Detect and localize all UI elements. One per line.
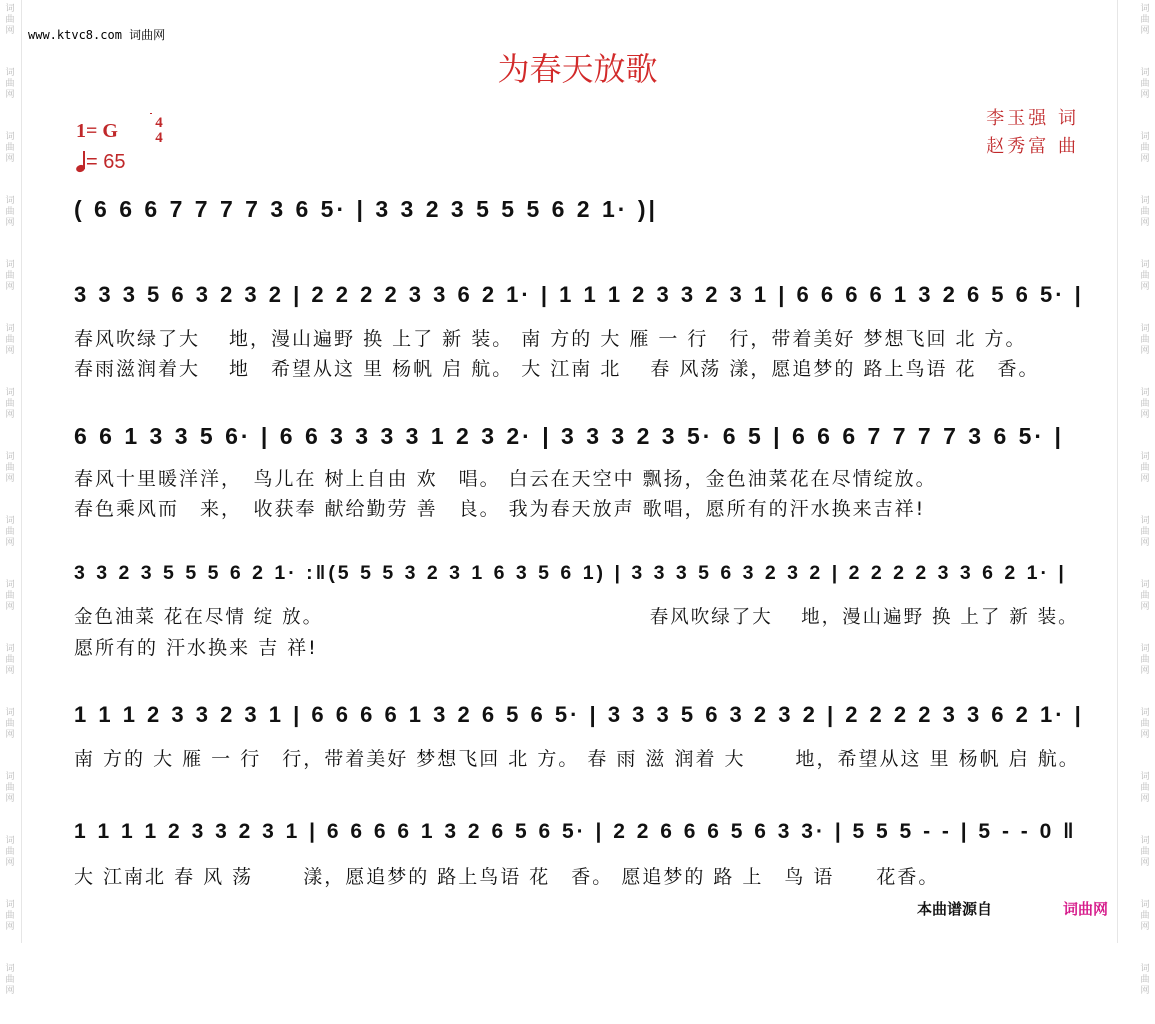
watermark-text: 词 曲 网 xyxy=(5,388,15,420)
watermark-text: 词 曲 网 xyxy=(1140,964,1150,996)
song-title: 为春天放歌 xyxy=(497,50,658,88)
watermark-text: 词 曲 网 xyxy=(1140,580,1150,612)
watermark-text: 词 曲 网 xyxy=(1140,900,1150,932)
watermark-text: 词 曲 网 xyxy=(1140,644,1150,676)
time-signature xyxy=(150,116,168,146)
watermark-text: 词 曲 网 xyxy=(5,196,15,228)
watermark-text: 词 曲 网 xyxy=(5,900,15,932)
site-url[interactable]: www.ktvc8.com 词曲网 xyxy=(28,28,166,42)
numbered-notation: 3 3 3 5 6 3 2 3 2 | 2 2 2 2 3 3 6 2 1· | 1 1 1 2 3 3 2 3 1 | 6 6 6 6 1 3 2 6 5 6 5· | xyxy=(74,282,1084,307)
watermark-text: 词 曲 网 xyxy=(1140,324,1150,356)
watermark-text: 词 曲 网 xyxy=(5,132,15,164)
meter-top: 4 xyxy=(155,115,163,131)
lyric-line: 春色乘风而 来， 收获奉 献给勤劳 善 良。 我为春天放声 歌唱，愿所有的汗水换来吉祥! xyxy=(74,498,926,520)
watermark-text: 词 曲 网 xyxy=(1140,836,1150,868)
lyric-line: 春雨滋润着大 地 希望从这 里 杨帆 启 航。 大 江南 北 春 风荡 漾，愿追梦的 路上鸟语 花 香。 xyxy=(74,358,1040,380)
watermark-text: 词 曲 网 xyxy=(5,452,15,484)
watermark-left xyxy=(2,0,18,996)
numbered-notation: ( 6 6 6 7 7 7 7 3 6 5· | 3 3 2 3 5 5 5 6 2 1· )| xyxy=(74,196,658,222)
score-row xyxy=(74,282,1084,316)
watermark-right xyxy=(1137,0,1153,996)
numbered-notation: 6 6 1 3 3 5 6· | 6 6 3 3 3 3 1 2 3 2· | 3 3 3 2 3 5· 6 5 | 6 6 6 7 7 7 7 3 6 5· | xyxy=(74,423,1064,449)
lyric-line: 愿所有的 汗水换来 吉 祥! xyxy=(74,637,318,659)
watermark-text: 词 曲 网 xyxy=(5,964,15,996)
watermark-text: 词 曲 网 xyxy=(5,516,15,548)
watermark-text: 词 曲 网 xyxy=(1140,516,1150,548)
watermark-text: 词 曲 网 xyxy=(5,708,15,740)
watermark-text: 词 曲 网 xyxy=(5,772,15,804)
watermark-text: 词 曲 网 xyxy=(1140,68,1150,100)
watermark-text: 词 曲 网 xyxy=(1140,260,1150,292)
margin-rule-right xyxy=(1117,0,1118,943)
watermark-text: 词 曲 网 xyxy=(1140,772,1150,804)
score-row xyxy=(74,423,1084,457)
watermark-text: 词 曲 网 xyxy=(5,580,15,612)
meter-bottom: 4 xyxy=(155,130,163,146)
brand-link[interactable]: 词曲网 xyxy=(1063,900,1109,918)
score-row xyxy=(74,196,1084,230)
tempo-value: = 65 xyxy=(86,151,126,173)
key-signature: 1= G xyxy=(76,120,118,142)
watermark-text: 词 曲 网 xyxy=(1140,708,1150,740)
composer-credit: 赵秀富 曲 xyxy=(986,136,1079,157)
watermark-text: 词 曲 网 xyxy=(5,68,15,100)
quarter-note-icon xyxy=(76,150,86,172)
lyric-line: 春风十里暖洋洋， 鸟儿在 树上自由 欢 唱。 白云在天空中 飘扬，金色油菜花在尽情绽放。 xyxy=(74,468,937,490)
score-row xyxy=(74,702,1084,736)
watermark-text: 词 曲 网 xyxy=(5,836,15,868)
margin-rule-left xyxy=(21,0,22,943)
numbered-notation: 1 1 1 2 3 3 2 3 1 | 6 6 6 6 1 3 2 6 5 6 5· | 3 3 3 5 6 3 2 3 2 | 2 2 2 2 3 3 6 2 1· | xyxy=(74,702,1084,727)
watermark-text: 词 曲 网 xyxy=(5,644,15,676)
lyric-line: 大 江南北 春 风 荡 漾，愿追梦的 路上鸟语 花 香。 愿追梦的 路 上 鸟 语 花香。 xyxy=(74,866,940,888)
lyric-line: 春风吹绿了大 地，漫山遍野 换 上了 新 装。 南 方的 大 雁 一 行 行，带着美好 梦想飞回 北 方。 xyxy=(74,328,1027,350)
watermark-text: 词 曲 网 xyxy=(1140,388,1150,420)
score-row xyxy=(74,820,1084,854)
lyricist-credit: 李玉强 词 xyxy=(986,108,1079,129)
watermark-text: 词 曲 网 xyxy=(1140,132,1150,164)
score-row xyxy=(74,562,1084,596)
credits xyxy=(986,105,1079,161)
lyric-line: 南 方的 大 雁 一 行 行，带着美好 梦想飞回 北 方。 春 雨 滋 润着 大 地，希望从这 里 杨帆 启 航。 xyxy=(74,748,1080,770)
numbered-notation: 3 3 2 3 5 5 5 6 2 1· :‖(5 5 5 3 2 3 1 6 3 5 6 1) | 3 3 3 5 6 3 2 3 2 | 2 2 2 2 3 3 6 2 1· | xyxy=(74,562,1067,584)
source-label: 本曲谱源自 xyxy=(917,900,993,918)
watermark-text: 词 曲 网 xyxy=(1140,452,1150,484)
watermark-text: 词 曲 网 xyxy=(5,260,15,292)
watermark-text: 词 曲 网 xyxy=(5,4,15,36)
lyric-line: 金色油菜 花在尽情 绽 放。 春风吹绿了大 地，漫山遍野 换 上了 新 装。 xyxy=(74,607,1079,628)
watermark-text: 词 曲 网 xyxy=(1140,4,1150,36)
watermark-text: 词 曲 网 xyxy=(5,324,15,356)
watermark-text: 词 曲 网 xyxy=(1140,196,1150,228)
numbered-notation: 1 1 1 1 2 3 3 2 3 1 | 6 6 6 6 1 3 2 6 5 6 5· | 2 2 6 6 6 5 6 3 3· | 5 5 5 - - | 5 - - 0 ‖ xyxy=(74,820,1077,843)
tempo-marking xyxy=(76,150,125,174)
